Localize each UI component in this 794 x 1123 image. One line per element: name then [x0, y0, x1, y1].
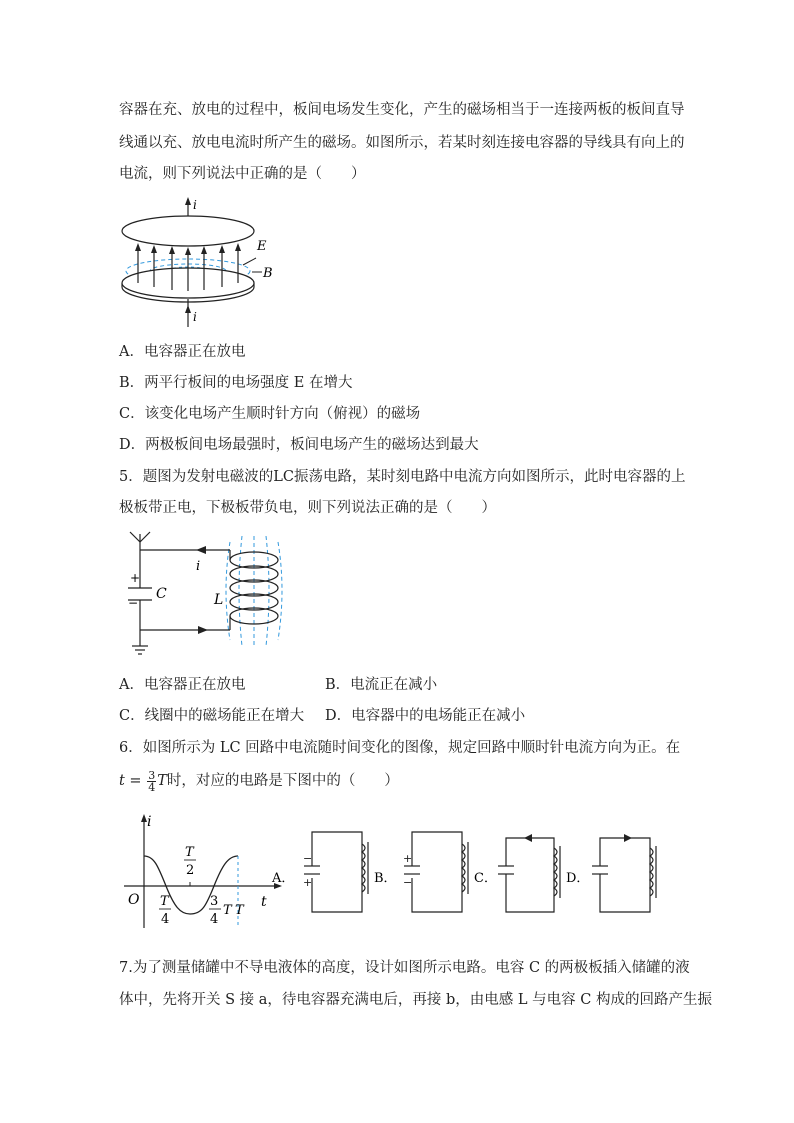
fraction-numerator: 3 — [148, 768, 156, 782]
option-c: C．线圈中的磁场能正在增大 — [119, 708, 305, 724]
option-b: B．电流正在减小 — [325, 677, 438, 693]
question-7-line: 7.为了测量储罐中不导电液体的高度，设计如图所示电路。电容 C 的两极板插入储罐的液 — [119, 960, 690, 976]
equals-sign: = — [124, 773, 147, 789]
choice-a-label: A． — [272, 871, 295, 886]
x-axis-label: t — [261, 894, 267, 910]
electric-field-label: E — [257, 239, 267, 254]
option-d: D．两极板间电场最强时，板间电场产生的磁场达到最大 — [119, 437, 479, 453]
paragraph-line: 电流，则下列说法中正确的是（ ） — [119, 166, 366, 182]
svg-text:−: − — [403, 876, 413, 889]
paragraph-line: 容器在充、放电的过程中，板间电场发生变化，产生的磁场相当于一连接两板的板间直导 — [119, 102, 685, 118]
svg-text:+: + — [403, 852, 413, 865]
answer-circuits — [270, 828, 670, 918]
question-6-line: 6．如图所示为 LC 回路中电流随时间变化的图像，规定回路中顺时针电流方向为正。在 — [119, 740, 681, 756]
question-6-rest: 时，对应的电路是下图中的（ ） — [166, 773, 399, 789]
current-label-bottom: i — [193, 310, 197, 324]
time-variable: t — [119, 773, 125, 789]
inductor-label: L — [214, 592, 224, 608]
svg-text:−: − — [303, 852, 313, 865]
fraction-denominator: 4 — [148, 780, 156, 794]
y-axis-label: i — [147, 814, 152, 830]
option-b: B．两平行板间的电场强度 E 在增大 — [119, 375, 353, 391]
current-time-graph — [118, 810, 288, 935]
tick-quarter-period-numerator: T — [160, 894, 169, 909]
option-a: A．电容器正在放电 — [119, 344, 246, 360]
minus-sign: − — [128, 596, 139, 610]
period-variable: T — [157, 773, 167, 789]
choice-b-label: B． — [374, 871, 397, 886]
question-5-line: 5．题图为发射电磁波的LC振荡电路，某时刻电路中电流方向如图所示，此时电容器的上 — [119, 469, 686, 485]
question-6-line — [119, 767, 399, 795]
capacitor-field-figure — [118, 195, 288, 330]
lc-antenna-circuit-figure — [118, 528, 298, 663]
question-5-line: 极板带正电，下极板带负电，则下列说法正确的是（ ） — [119, 500, 496, 516]
tick-half-period-denominator: 2 — [186, 863, 195, 878]
choice-d-label: D． — [566, 871, 590, 886]
option-a: A．电容器正在放电 — [119, 677, 246, 693]
magnetic-field-label: B — [263, 266, 273, 281]
origin-label: O — [128, 892, 140, 908]
tick-three-quarter-suffix: T — [223, 903, 232, 918]
tick-three-quarter-denominator: 4 — [210, 912, 219, 927]
paragraph-line: 线通以充、放电电流时所产生的磁场。如图所示，若某时刻连接电容器的导线具有向上的 — [119, 135, 685, 151]
tick-quarter-period-denominator: 4 — [161, 912, 170, 927]
question-7-line: 体中，先将开关 S 接 a，待电容器充满电后，再接 b，由电感 L 与电容 C 构成的回路产生振 — [119, 992, 712, 1008]
tick-period: T — [235, 903, 244, 918]
tick-three-quarter-numerator: 3 — [210, 894, 219, 909]
tick-half-period-numerator: T — [185, 845, 194, 860]
current-label: i — [196, 559, 201, 574]
current-label-top: i — [193, 198, 197, 212]
option-c: C．该变化电场产生顺时针方向（俯视）的磁场 — [119, 406, 421, 422]
plus-sign: + — [130, 571, 141, 585]
capacitor-label: C — [156, 586, 167, 602]
fraction-three-quarters — [147, 770, 156, 793]
option-d: D．电容器中的电场能正在减小 — [325, 708, 526, 724]
choice-c-label: C． — [474, 871, 497, 886]
svg-text:+: + — [303, 876, 313, 889]
